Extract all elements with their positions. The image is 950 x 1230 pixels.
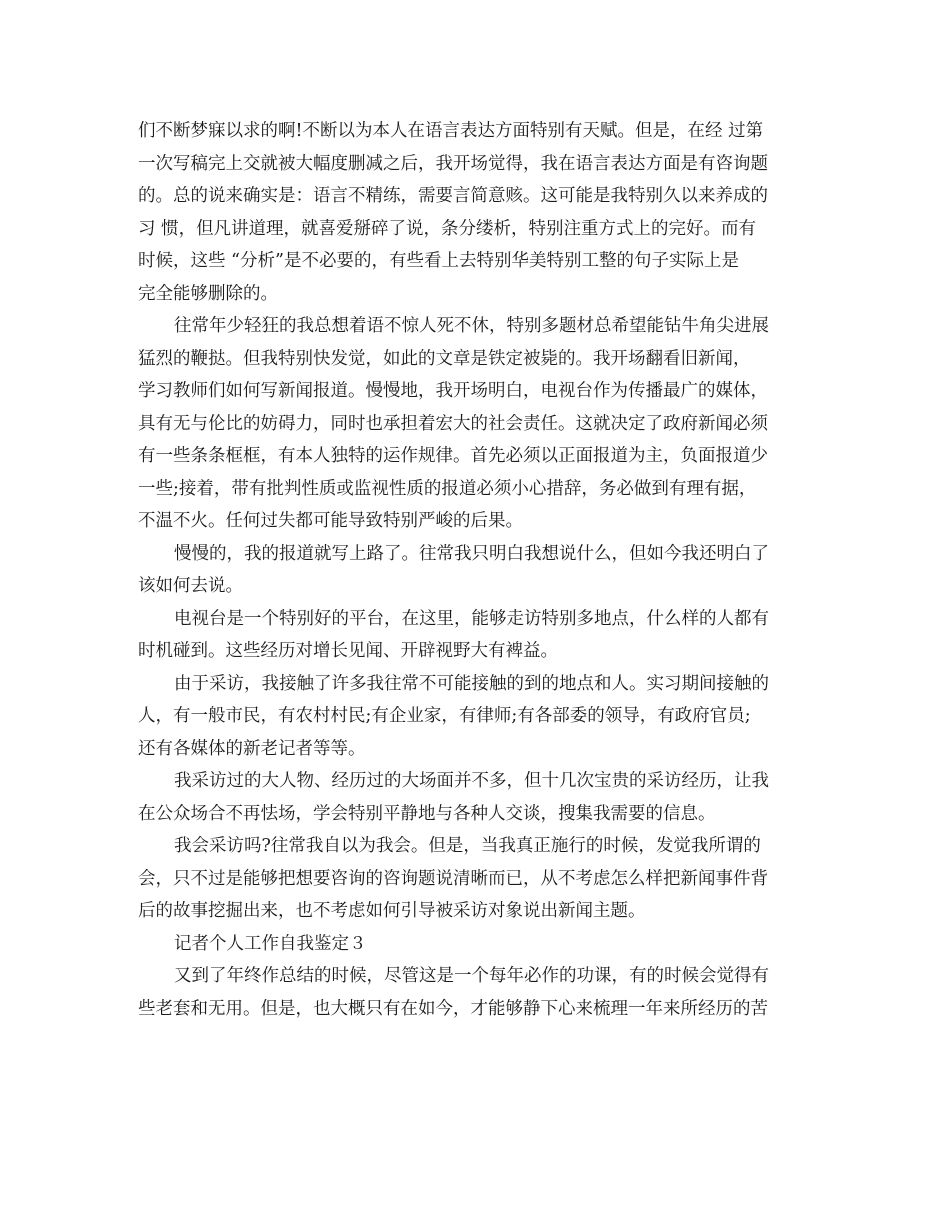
text-line: 时机碰到。这些经历对增长见闻、开辟视野大有裨益。 [138, 641, 558, 661]
text-line: 不温不火。任何过失都可能导致特别严峻的后果。 [138, 511, 523, 531]
text-line: 还有各媒体的新老记者等等。 [138, 738, 366, 759]
text-line: 们不断梦寐以求的啊!不断以为本人在语言表达方面特别有天赋。但是，在经 过第 [138, 121, 764, 141]
text-line: 学习教师们如何写新闻报道。慢慢地，我开场明白，电视台作为传播最广的媒体， [138, 381, 768, 401]
text-line: 该如何去说。 [138, 576, 243, 596]
text-line: 些老套和无用。但是，也大概只有在如今，才能够静下心来梳理一年来所经历的苦 [138, 998, 768, 1019]
text-line: 又到了年终作总结的时候，尽管这是一个每年必作的功课，有的时候会觉得有 [174, 966, 769, 986]
text-line: 时候，这些 “分析”是不必要的，有些看上去特别华美特别工整的句子实际上是 [138, 251, 739, 271]
text-line: 猛烈的鞭挞。但我特别快发觉，如此的文章是铁定被毙的。我开场翻看旧新闻， [138, 348, 751, 369]
text-line: 在公众场合不再怯场，学会特别平静地与各种人交谈，搜集我需要的信息。 [138, 803, 716, 824]
text-line: 习 惯，但凡讲道理，就喜爱掰碎了说，条分缕析，特别注重方式上的完好。而有 [138, 218, 757, 239]
text-line: 一些;接着，带有批判性质或监视性质的报道必须小心措辞，务必做到有理有据， [138, 478, 757, 499]
text-line: 的。总的说来确实是：语言不精练，需要言简意赅。这可能是我特别久以来养成的 [138, 186, 768, 206]
text-line: 电视台是一个特别好的平台，在这里，能够走访特别多地点，什么样的人都有 [174, 608, 769, 629]
text-line: 有一些条条框框，有本人独特的运作规律。首先必须以正面报道为主，负面报道少 [138, 446, 768, 466]
text-line: 具有无与伦比的妨碍力，同时也承担着宏大的社会责任。这就决定了政府新闻必须 [138, 413, 768, 434]
text-line: 记者个人工作自我鉴定３ [174, 933, 367, 954]
text-line: 我采访过的大人物、经历过的大场面并不多，但十几次宝贵的采访经历，让我 [174, 771, 769, 791]
document-body [138, 115, 818, 1025]
text-line: 后的故事挖掘出来，也不考虑如何引导被采访对象说出新闻主题。 [138, 901, 646, 921]
text-line: 一次写稿完上交就被大幅度删减之后，我开场觉得，我在语言表达方面是有咨询题 [138, 153, 768, 174]
text-line: 人，有一般市民，有农村村民;有企业家，有律师;有各部委的领导，有政府官员; [138, 706, 751, 726]
text-line: 完全能够删除的。 [138, 283, 278, 304]
text-line: 往常年少轻狂的我总想着语不惊人死不休，特别多题材总希望能钻牛角尖进展 [174, 316, 769, 336]
text-line: 我会采访吗?往常我自以为我会。但是，当我真正施行的时候，发觉我所谓的 [174, 836, 761, 856]
text-line: 会，只不过是能够把想要咨询的咨询题说清晰而已，从不考虑怎么样把新闻事件背 [138, 868, 768, 889]
text-line: 由于采访，我接触了许多我往常不可能接触的到的地点和人。实习期间接触的 [174, 673, 769, 694]
text-line: 慢慢的，我的报道就写上路了。往常我只明白我想说什么，但如今我还明白了 [174, 543, 769, 564]
